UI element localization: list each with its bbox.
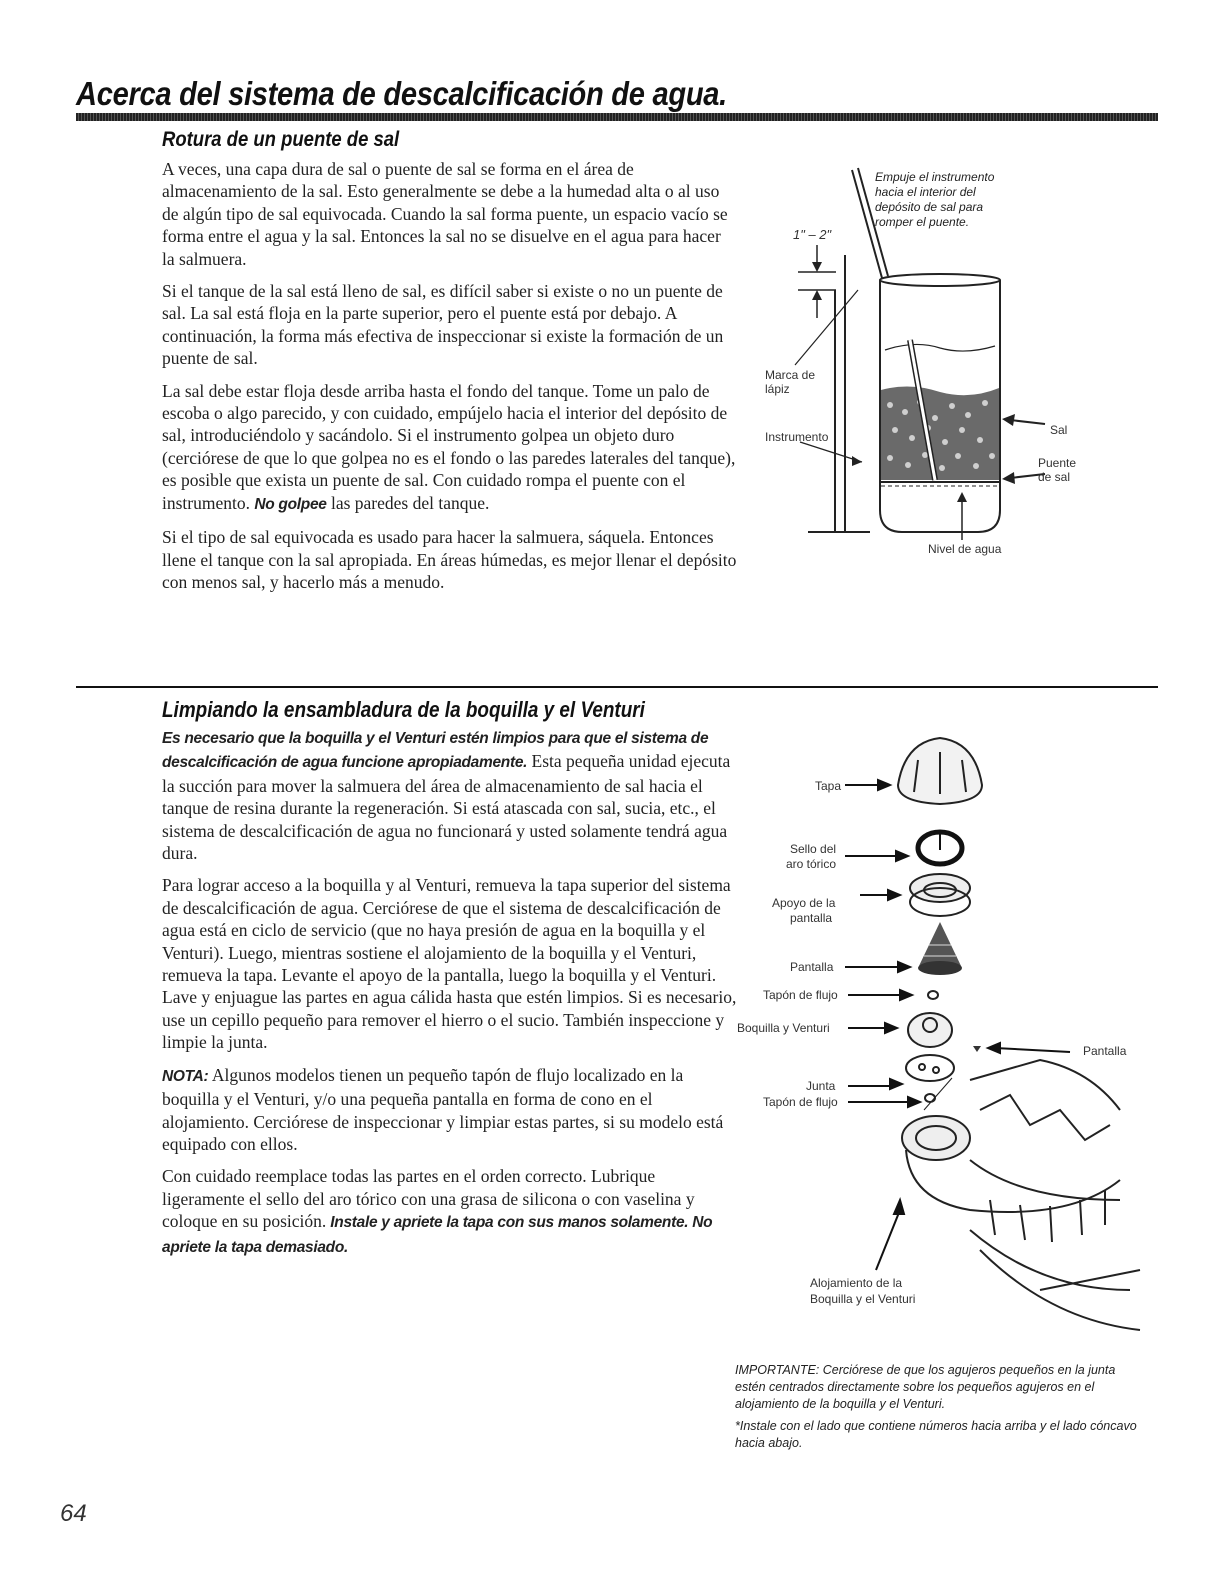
screen-support-label-1: Apoyo de la	[772, 896, 836, 910]
important-note: IMPORTANTE: Cerciórese de que los agujeros pequeños en la junta estén centrados directamente sobre los pequeños agujeros en el alojamiento de la boquilla y el Venturi.	[735, 1363, 1116, 1411]
screen-support-label-2: pantalla	[790, 911, 833, 925]
tank-rim	[880, 274, 1000, 286]
note-label: NOTA:	[162, 1067, 209, 1085]
cap-part	[898, 738, 982, 804]
screen-support-part	[910, 874, 970, 916]
push-instrument-note: Empuje el instrumento hacia el interior del depósito de sal para romper el puente.	[875, 170, 995, 229]
salt-bridge-paragraph-3	[162, 380, 737, 516]
measure-label: 1" – 2"	[793, 227, 832, 242]
salt-bridge-paragraph-3-end: las paredes del tanque.	[326, 492, 490, 513]
salt-label: Sal	[1050, 423, 1068, 437]
page-number: 64	[60, 1500, 87, 1527]
small-screen-part	[973, 1046, 981, 1052]
salt-bridge-paragraph-2: Si el tanque de la sal está lleno de sal, es difícil saber si existe o no un puente de sal. La sal está floja en la parte superior, pero el puente está por debajo. A continuación, la forma más efectiva de inspeccionar si existe la formación de un puente de sal.	[162, 281, 724, 369]
venturi-paragraph-4	[162, 1165, 737, 1259]
venturi-lead-bold: Es necesario que la boquilla y el Venturi estén limpios para que el sistema de descalcificación de agua funcione apropiadamente.	[162, 730, 709, 772]
salt-bridge-paragraph-3-text: La sal debe estar floja desde arriba hasta el fondo del tanque. Tome un palo de escoba o algo parecido, y con cuidado, empújelo hacia el interior del depósito de sal, introduciéndolo y sacándolo. Si el instrumento golpea un objeto duro (cerciórese de que lo que golpea no es el fondo o las paredes laterales del tanque), es posible que exista un puente de sal. Con cuidado rompa el puente con el instrumento.	[162, 380, 736, 513]
no-hit-warning: No golpee	[254, 495, 327, 513]
gasket-part	[906, 1055, 954, 1081]
install-note: *Instale con el lado que contiene números hacia arriba y el lado cóncavo hacia abajo.	[735, 1419, 1137, 1450]
nozzle-venturi-label: Boquilla y Venturi	[737, 1021, 830, 1035]
page-title: Acerca del sistema de descalcificación de agua.	[76, 75, 727, 112]
salt-bridge-paragraph-1: A veces, una capa dura de sal o puente de sal se forma en el área de almacenamiento de la sal. Esto generalmente se debe a la humedad alta o al uso de algún tipo de sal equivocada. Cuando la sal forma puente, un espacio vacío se forma entre el agua y la sal. Entonces la sal no se disuelve en el agua para hacer la salmuera.	[162, 159, 728, 269]
housing-label-2: Boquilla y el Venturi	[810, 1292, 916, 1306]
screen-right-label: Pantalla	[1083, 1044, 1127, 1058]
flow-plug-label: Tapón de flujo	[763, 988, 838, 1002]
venturi-paragraph-2: Para lograr acceso a la boquilla y al Venturi, remueva la tapa superior del sistema de descalcificación de agua. Cerciórese de que el sistema de descalcificación de agua está en ciclo de servicio (que no haya presión de agua en la boquilla y el Venturi). Luego, mientras sostiene el alojamiento de la boquilla y el Venturi, remueva la tapa. Levante el apoyo de la pantalla, luego la boquilla y el Venturi. Lave y enjuague las partes en agua cálida hasta que estén limpios. Si es necesario, use un cepillo pequeño para remover el hierro o el sucio. También inspeccione y limpie la junta.	[162, 875, 737, 1053]
title-rule	[76, 113, 1158, 121]
screen-cone-part	[918, 922, 962, 975]
venturi-heading: Limpiando la ensambladura de la boquilla y el Venturi	[162, 697, 645, 722]
tool-label: Instrumento	[765, 430, 829, 444]
salt-bridge-paragraph-4: Si el tipo de sal equivocada es usado para hacer la salmuera, sáquela. Entonces llene el tanque con la sal apropiada. En áreas húmedas, es mejor llenar el depósito con menos sal, y hacerlo más a menudo.	[162, 527, 737, 592]
venturi-housing-part	[902, 1060, 1140, 1330]
screen-label: Pantalla	[790, 960, 834, 974]
venturi-paragraph-1	[162, 726, 737, 864]
salt-bridge-heading: Rotura de un puente de sal	[162, 128, 400, 151]
section-divider	[76, 686, 1158, 688]
venturi-note	[162, 1064, 737, 1156]
water-level-label: Nivel de agua	[928, 542, 1002, 556]
nozzle-venturi-part	[908, 1013, 952, 1047]
note-text: Algunos modelos tienen un pequeño tapón de flujo localizado en la boquilla y el Venturi, y/o una pequeña pantalla en forma de cono en el alojamiento. Cerciórese de inspeccionar y limpiar estas partes, si su modelo está equipado con ellos.	[162, 1064, 724, 1154]
flow-plug-2-part	[925, 1094, 935, 1102]
o-ring-label-2: aro tórico	[786, 857, 837, 871]
pencil-mark-label: Marca de lápiz	[765, 368, 816, 396]
venturi-paragraph-4-text: Con cuidado reemplace todas las partes en el orden correcto. Lubrique ligeramente el sello del aro tórico con una grasa de silicona o con vaselina y coloque en su posición.	[162, 1166, 695, 1232]
salt-bridge-label: Puente de sal	[1038, 456, 1077, 484]
label-arrows	[845, 780, 1070, 1270]
venturi-lead-rest: Esta pequeña unidad ejecuta la succión para mover la salmuera del área de almacenamiento de sal hacia el tanque de resina durante la regeneración. Si está atascada con sal, sucia, etc., el sistema de descalcificación de agua no funcionará y usted solamente tendrá agua dura.	[162, 751, 731, 864]
venturi-text	[162, 726, 737, 1269]
install-warning: Instale y apriete la tapa con sus manos solamente. No apriete la tapa demasiado.	[162, 1214, 713, 1256]
gasket-label: Junta	[806, 1079, 836, 1093]
housing-label-1: Alojamiento de la	[810, 1276, 903, 1290]
o-ring-label-1: Sello del	[790, 842, 837, 856]
cap-label: Tapa	[815, 779, 842, 793]
flow-plug-2-label: Tapón de flujo	[763, 1095, 838, 1109]
flow-plug-part	[928, 991, 938, 999]
salt-bridge-text	[162, 158, 737, 603]
